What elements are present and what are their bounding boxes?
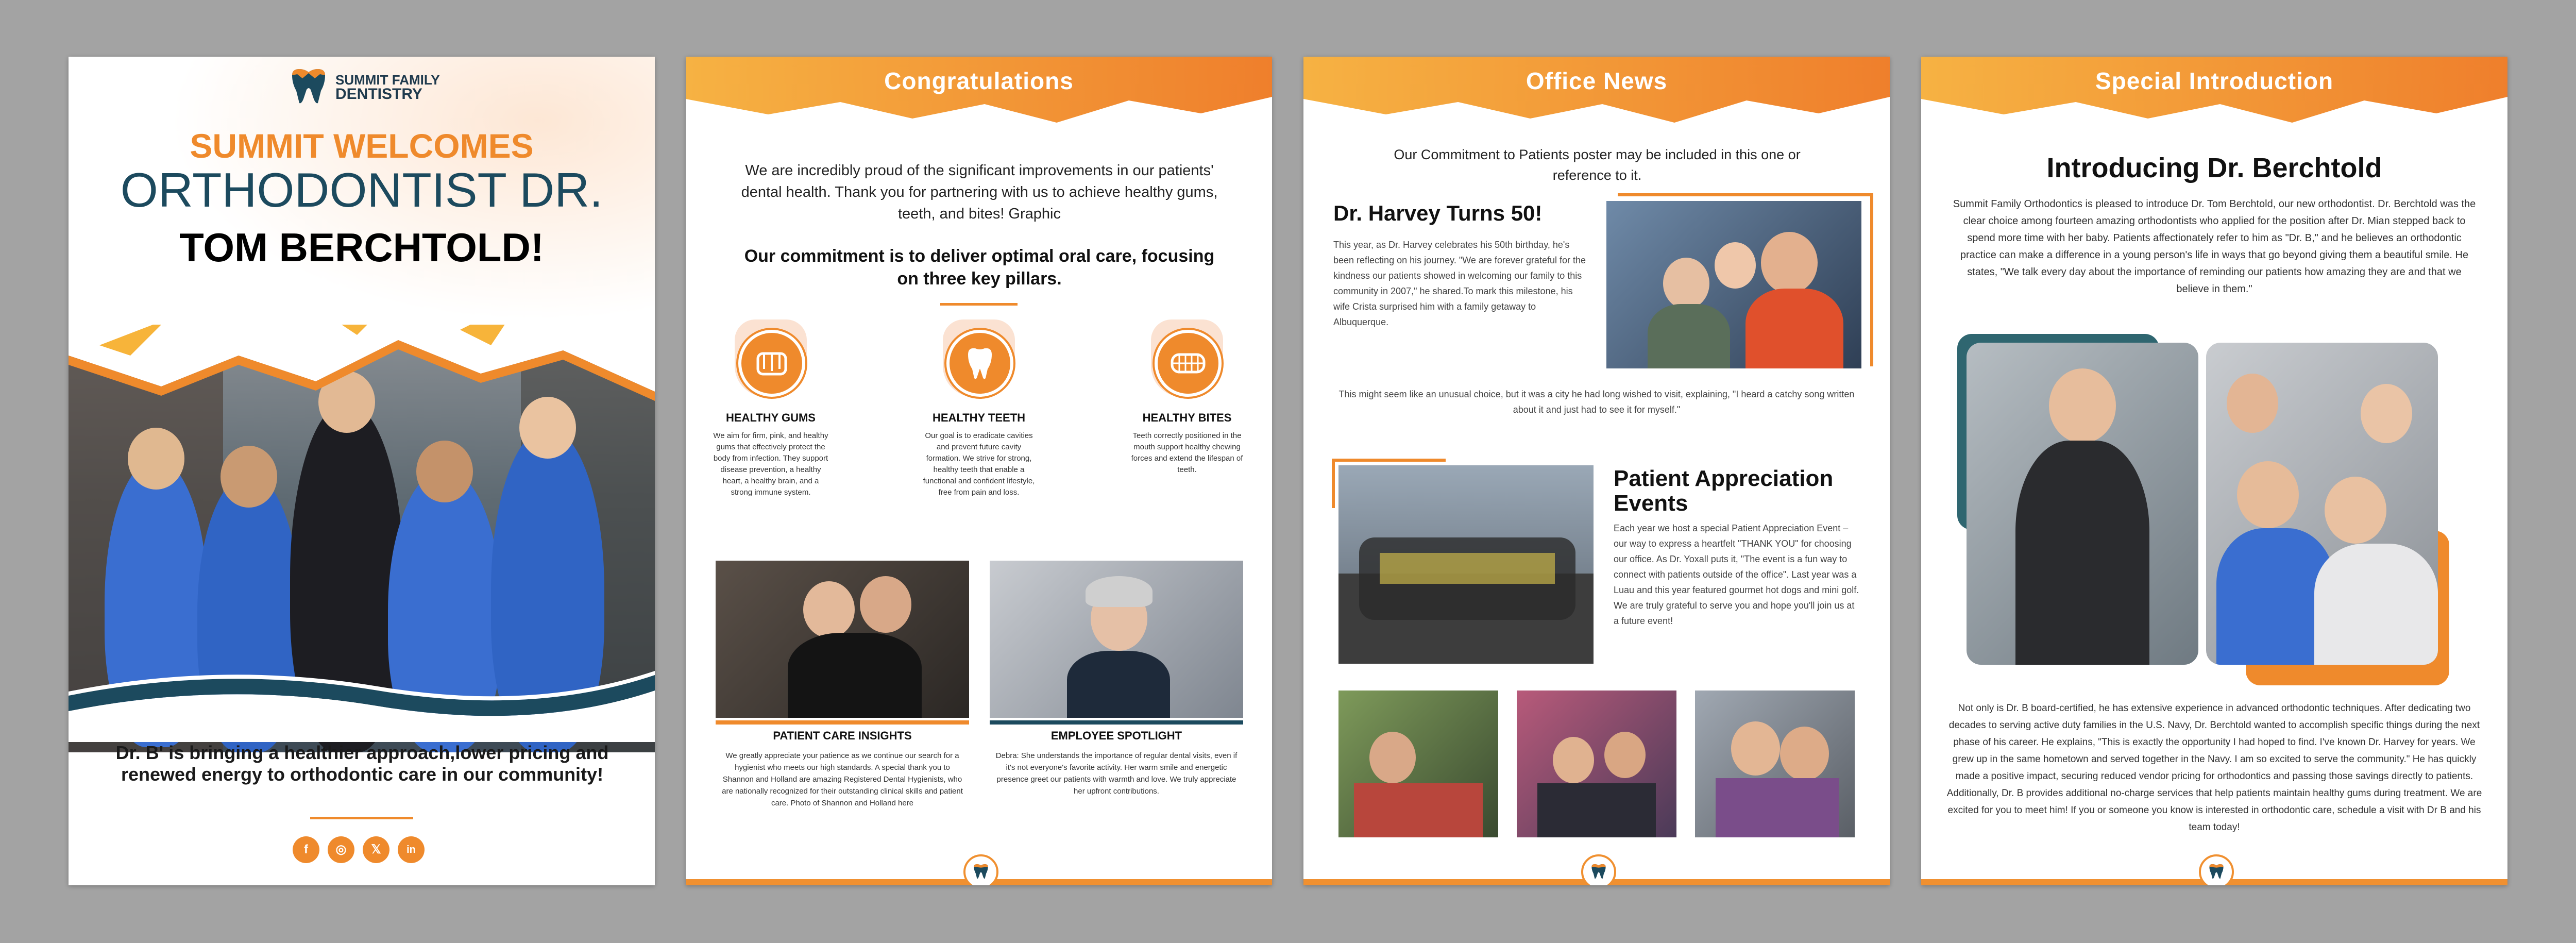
tooth-logo-icon	[288, 68, 329, 104]
zigzag-banner	[69, 325, 655, 423]
announcement-text: Dr. B' is bringing a healthier approach,lower pricing and renewed energy to orthodontic care in our community!	[115, 742, 609, 785]
poster-page	[69, 57, 655, 885]
headline-name: TOM BERCHTOLD!	[179, 225, 544, 270]
divider-rule	[310, 817, 413, 819]
newsletter-page-office-news	[1303, 57, 1890, 885]
gums-icon	[738, 330, 805, 397]
intro-text: Our Commitment to Patients poster may be included in this one or reference to it.	[1394, 147, 1801, 183]
intro-text: We are incredibly proud of the significant improvements in our patients' dental health. Thank you for partnering with us to achieve healthy gums, teeth, and bites! Graphic	[741, 162, 1218, 222]
dr-berchtold-team-photo	[2206, 343, 2438, 665]
events-heading: Patient Appreciation Events	[1614, 466, 1834, 516]
tooth-icon	[946, 330, 1013, 397]
newsletter-page-congratulations: Congratulations We are incredibly proud of the significant improvements in our patients' dental health. Thank you for partnering with us to achieve healthy gums, teeth, and bites! Graphic Our commitment is to deliver optimal oral care, focusing on three key pillars. HEALTHY GUMS We aim for firm, pink, and healthy gums that effectively protect the body from infection. They support disease prevention, a healthy heart, a healthy brain, and a strong immune system. HEALTHY TEETH Our goal is to eradicate cavities and prevent future cavity formation. We strive for strong, healthy teeth that enable a functional and confident lifestyle, free from pain and loss. HEALTHY BITES Teeth correctly positioned in the mouth support healthy chewing forces and extend the lifespan of teeth. PATIENT CARE INSIGHTS We greatly appreciate your patience as we continue our search for a hygienist who meets our high standards. A special thank you to Shannon and Holland are amazing Registered Dental Hygienists, who are nationally recognized for their outstanding clinical skills and patient care. Photo of Shannon and Holland here EMPLOYEE SPOTLIGHT Debra: She understands the importance of regular dental visits, even if it's not everyone's favorite activity. Her warm smile and energetic presence greet our patients with warmth and love. We truly appreciate her upfront contributions.	[686, 57, 1272, 885]
insights-title: PATIENT CARE INSIGHTS	[773, 729, 912, 742]
introduction-text: Summit Family Orthodontics is pleased to introduce Dr. Tom Berchtold, our new orthodontist. Dr. Berchtold was the clear choice among fourteen amazing orthodontists who applied for the position after Dr. Mian stepped back to spend more time with her baby. Patients affectionately refer to him as "Dr. B," and he believes an orthodontic practice can make a difference in a young person's life in ways that go beyond giving them a beautiful smile. He states, "We talk every day about the importance of reminding our patients how amazing they are and that we believe in them."	[1953, 198, 2476, 295]
headline-welcomes: SUMMIT WELCOMES	[190, 127, 534, 165]
dr-berchtold-photo	[1967, 343, 2198, 665]
appreciation-event-photo	[1338, 465, 1594, 664]
instagram-icon[interactable]: ◎	[328, 836, 354, 863]
insights-text: We greatly appreciate your patience as we continue our search for a hygienist who meets our high standards. A special thank you to Shannon and Holland are amazing Registered Dental Hygienists, who are nationally recognized for their outstanding clinical skills and patient care. Photo of Shannon and Holland here	[722, 751, 963, 807]
bite-icon	[1155, 330, 1222, 397]
linkedin-icon[interactable]: in	[398, 836, 425, 863]
footer-logo	[1581, 854, 1616, 885]
wave-divider	[69, 660, 655, 742]
tooth-logo-icon	[972, 863, 990, 880]
footer-logo	[2199, 854, 2234, 885]
event-photo-2	[1517, 691, 1676, 837]
commitment-heading: Our commitment is to deliver optimal oral care, focusing on three key pillars.	[744, 246, 1215, 289]
harvey-family-photo	[1606, 201, 1861, 368]
headline-orthodontist: ORTHODONTIST DR.	[120, 163, 603, 217]
debra-photo	[990, 561, 1243, 718]
header-title: Special Introduction	[2095, 68, 2334, 94]
event-photo-3	[1695, 691, 1855, 837]
logo-line-2: DENTISTRY	[335, 86, 422, 103]
page-header	[1303, 57, 1890, 129]
facebook-icon[interactable]: f	[293, 836, 319, 863]
harvey-continued-text: This might seem like an unusual choice, but it was a city he had long wished to visit, explaining, "I heard a catchy song written about it and just had to see it for myself."	[1338, 389, 1855, 415]
spotlight-title: EMPLOYEE SPOTLIGHT	[1050, 729, 1182, 742]
tooth-logo-icon	[1590, 863, 1607, 880]
page-header	[686, 57, 1272, 129]
x-icon[interactable]: 𝕏	[363, 836, 389, 863]
logo-line-1: SUMMIT FAMILY	[335, 72, 440, 88]
practice-logo	[288, 68, 443, 104]
introduction-body: Not only is Dr. B board-certified, he has extensive experience in advanced orthodontic techniques. After dedicating two decades to serving active duty families in the U.S. Navy, Dr. Berchtold wanted to accomplish specific things during the next phase of his career. He explains, "This is exactly the opportunity I had hoped to find. I've known Dr. Harvey for years. We grew up in the same hometown and served together in the Navy. I am so excited to serve the community." He has quickly made a positive impact, securing reduced vendor pricing for orthodontics and passing those savings directly to patients. Additionally, Dr. B provides additional no-charge services that help patients maintain healthy gums during treatment. We are excited for you to meet him! If you or someone you know is interested in orthodontic care, schedule a visit with Dr B and his team today!	[1946, 703, 2482, 833]
divider-rule	[940, 303, 1018, 306]
introduction-title: Introducing Dr. Berchtold	[2046, 153, 2382, 183]
events-text: Each year we host a special Patient Appreciation Event – our way to express a heartfelt "THANK YOU" for choosing our office. As Dr. Yoxall puts it, "The event is a fun way to connect with patients outside of the office". Last year was a Luau and this year featured gourmet hot dogs and mini golf. We are truly grateful to serve you and hope you'll join us at a future event!	[1614, 523, 1859, 626]
harvey-heading: Dr. Harvey Turns 50!	[1333, 201, 1543, 225]
harvey-text: This year, as Dr. Harvey celebrates his 50th birthday, he's been reflecting on his journey. "We are forever grateful for the kindness our patients showed in welcoming our family to this community in 2007," he shared.To mark this milestone, his wife Crista surprised him with a family getaway to Albuquerque.	[1333, 240, 1586, 327]
newsletter-page-introduction	[1921, 57, 2507, 885]
event-photo-1	[1338, 691, 1498, 837]
header-title: Congratulations	[884, 68, 1074, 94]
shannon-holland-photo	[716, 561, 969, 718]
footer-logo	[963, 854, 998, 885]
header-title: Office News	[1526, 68, 1668, 94]
tooth-logo-icon	[2208, 863, 2225, 880]
page-header	[1921, 57, 2507, 129]
spotlight-text: Debra: She understands the importance of regular dental visits, even if it's not everyone's favorite activity. Her warm smile and energetic presence greet our patients with warmth and love. We truly appreciate her upfront contributions.	[995, 751, 1238, 796]
